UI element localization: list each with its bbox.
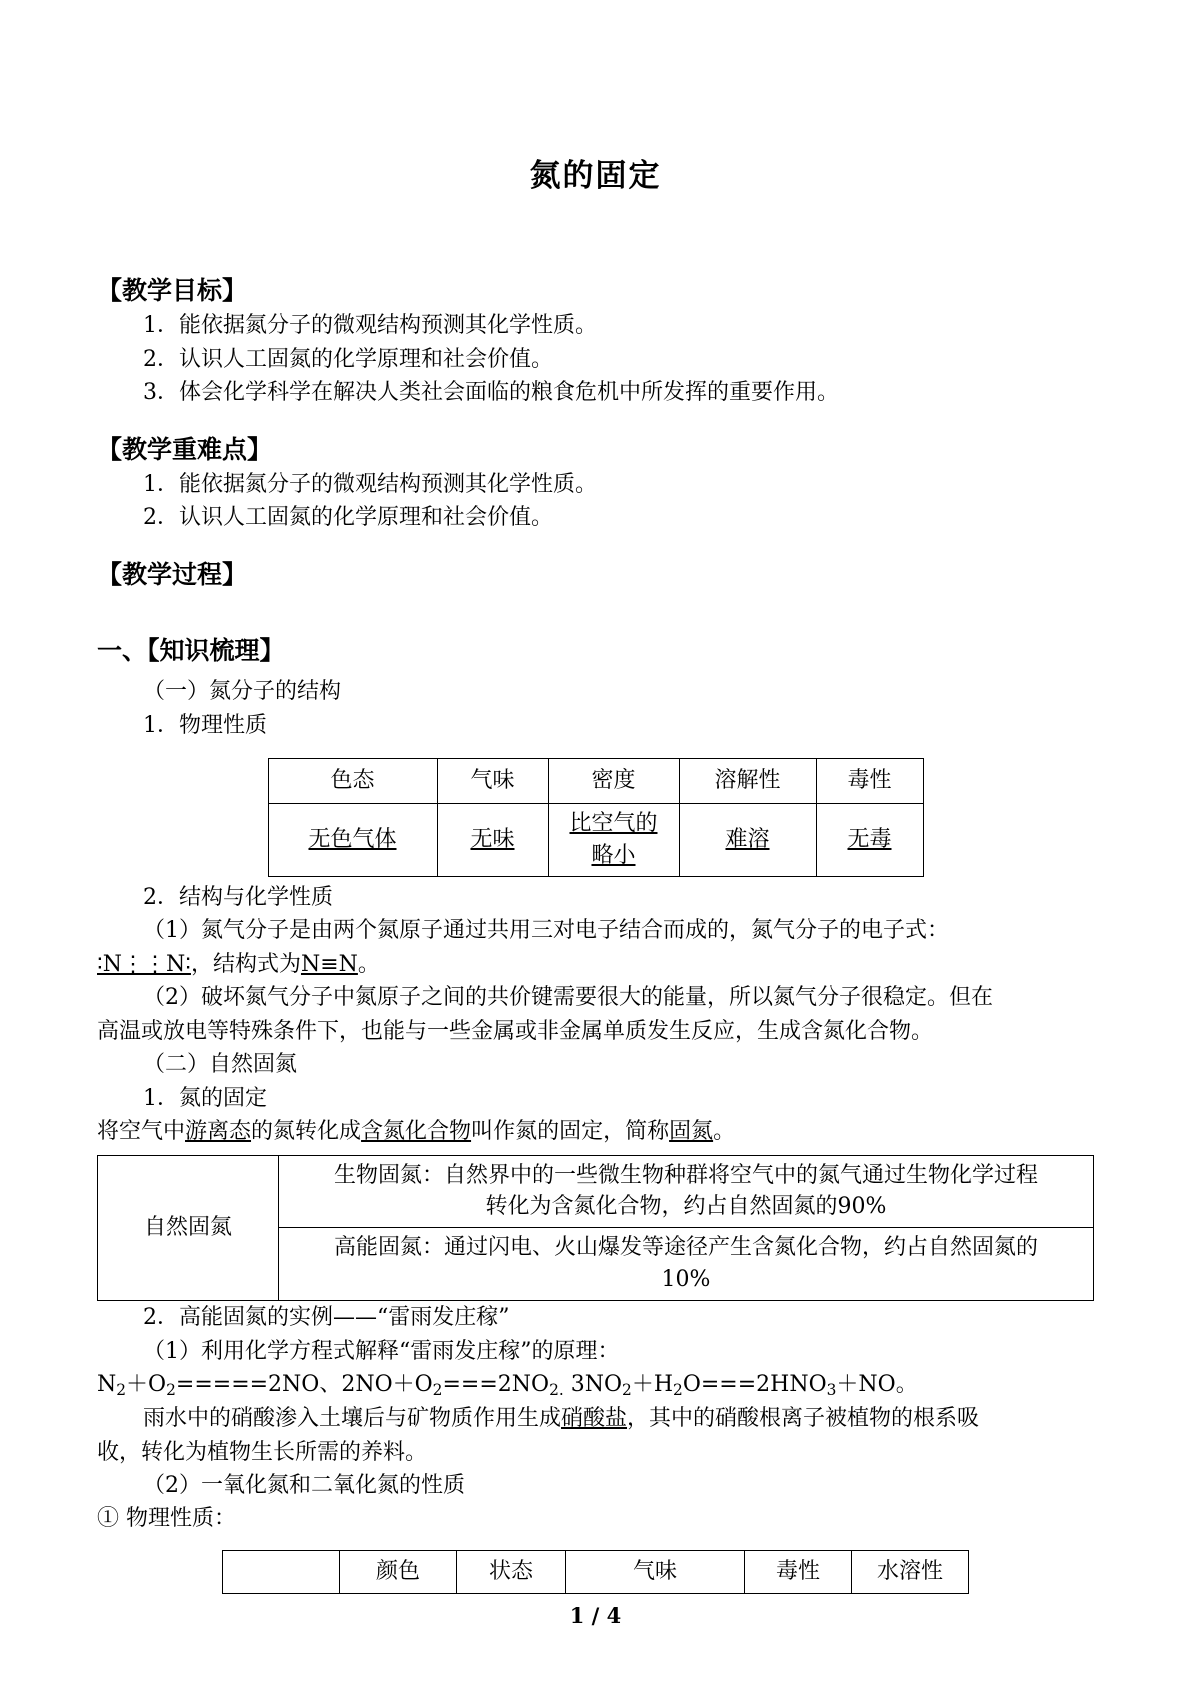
electron-formula: ∶N⋮⋮N∶	[97, 951, 191, 977]
formula-connector: ，结构式为	[190, 951, 301, 977]
header-odor: 气味	[437, 759, 548, 804]
header-blank	[223, 1550, 340, 1593]
definition-part-4: 。	[713, 1119, 736, 1145]
subsection-nitrogen-molecule-structure: （一）氮分子的结构	[143, 679, 342, 705]
item-equation-explanation: （1）利用化学方程式解释“雷雨发庄稼”的原理：	[143, 1338, 620, 1364]
item-structure-chemical-properties: 2．结构与化学性质	[143, 885, 333, 911]
nitrate-part-2: ，其中的硝酸根离子被植物的根系吸	[627, 1406, 980, 1432]
subsection-natural-fixation: （二）自然固氮	[143, 1052, 298, 1078]
paragraph-nitrate-line1	[97, 1402, 1094, 1435]
objective-item-3: 3．体会化学科学在解决人类社会面临的粮食危机中所发挥的重要作用。	[143, 380, 839, 406]
key-point-item-2: 2．认识人工固氮的化学原理和社会价值。	[143, 505, 553, 531]
formula-period: 。	[357, 951, 380, 977]
header-solubility: 溶解性	[679, 759, 816, 804]
page-title: 氮的固定	[529, 158, 662, 194]
definition-underline-2: 含氮化合物	[361, 1119, 472, 1145]
cell-solubility-value: 难溶	[725, 827, 770, 853]
objective-item-1: 1．能依据氮分子的微观结构预测其化学性质。	[143, 313, 597, 339]
item-physical-properties: 1．物理性质	[143, 712, 267, 738]
page-number: 1 / 4	[569, 1603, 622, 1628]
cell-toxicity	[816, 804, 923, 877]
cell-toxicity-value: 无毒	[847, 827, 892, 853]
paragraph-covalent-bond-line2: 高温或放电等特殊条件下，也能与一些金属或非金属单质发生反应，生成含氮化合物。	[97, 1018, 934, 1044]
definition-part-2: 的氮转化成	[251, 1119, 362, 1145]
table-header-row	[268, 759, 923, 804]
heading-knowledge-review: 一、【知识梳理】	[97, 636, 285, 666]
physical-properties-table	[268, 758, 924, 877]
item-nitrogen-fixation: 1．氮的固定	[143, 1085, 267, 1111]
cell-solubility	[679, 804, 816, 877]
paragraph-electron-formula-text: （1）氮气分子是由两个氮原子通过共用三对电子结合而成的，氮气分子的电子式：	[143, 918, 949, 944]
definition-underline-1: 游离态	[185, 1119, 252, 1145]
header-toxicity: 毒性	[745, 1550, 852, 1593]
header-toxicity: 毒性	[816, 759, 923, 804]
header-water-solubility: 水溶性	[852, 1550, 969, 1593]
high-energy-fixation-line1: 高能固氮：通过闪电、火山爆发等途径产生含氮化合物，约占自然固氮的	[333, 1235, 1038, 1261]
chemical-equations	[97, 1368, 1094, 1402]
cell-density-line1: 比空气的	[569, 811, 658, 837]
definition-nitrogen-fixation	[97, 1115, 1094, 1148]
biological-fixation-line1: 生物固氮：自然界中的一些微生物种群将空气中的氮气通过生物化学过程	[333, 1162, 1038, 1188]
paragraph-covalent-bond-line1: （2）破坏氮气分子中氮原子之间的共价键需要很大的能量，所以氮气分子很稳定。但在	[143, 985, 993, 1011]
cell-color-state	[268, 804, 437, 877]
cell-natural-fixation-label: 自然固氮	[98, 1155, 279, 1301]
header-odor: 气味	[566, 1550, 745, 1593]
physical-properties-table-wrapper	[97, 752, 1094, 877]
cell-biological-fixation	[279, 1155, 1094, 1228]
biological-fixation-line2: 转化为含氮化合物，约占自然固氮的90%	[485, 1194, 887, 1220]
cell-density	[548, 804, 679, 877]
cell-high-energy-fixation	[279, 1228, 1094, 1301]
header-density: 密度	[548, 759, 679, 804]
formula-line	[97, 948, 1094, 981]
header-color-state: 色态	[268, 759, 437, 804]
no-properties-table	[222, 1550, 969, 1594]
objective-item-2: 2．认识人工固氮的化学原理和社会价值。	[143, 346, 553, 372]
no-properties-table-wrapper	[97, 1544, 1094, 1594]
definition-part-1: 将空气中	[97, 1119, 186, 1145]
equation-text: $N_2+O_2=====2NO$、$2NO+O_2===2NO_{2.}$ $3NO_2+H_2O===2HNO_3+NO$。	[97, 1371, 918, 1400]
cell-odor-value: 无味	[470, 827, 515, 853]
paragraph-electron-formula	[97, 914, 1094, 947]
table-row	[98, 1155, 1094, 1228]
high-energy-fixation-line2: 10%	[661, 1267, 711, 1293]
cell-color-state-value: 无色气体	[308, 827, 397, 853]
cell-odor	[437, 804, 548, 877]
nitrate-part-1: 雨水中的硝酸渗入土壤后与矿物质作用生成	[143, 1406, 562, 1432]
item-high-energy-fixation-example: 2．高能固氮的实例——“雷雨发庄稼”	[143, 1305, 510, 1331]
heading-teaching-process: 【教学过程】	[97, 559, 248, 589]
table-header-row	[223, 1550, 969, 1593]
key-point-item-1: 1．能依据氮分子的微观结构预测其化学性质。	[143, 472, 597, 497]
item-physical-properties-label: ① 物理性质：	[97, 1506, 236, 1532]
definition-underline-3: 固氮	[669, 1119, 714, 1145]
structural-formula: N≡N	[300, 951, 358, 977]
header-color: 颜色	[340, 1550, 457, 1593]
header-state: 状态	[457, 1550, 566, 1593]
item-no-no2-properties: （2）一氧化氮和二氧化氮的性质	[143, 1472, 465, 1498]
definition-part-3: 叫作氮的固定，简称	[471, 1119, 670, 1145]
heading-teaching-objectives: 【教学目标】	[97, 276, 248, 306]
cell-density-line2: 略小	[591, 843, 636, 869]
paragraph-nitrate-line2: 收，转化为植物生长所需的养料。	[97, 1439, 428, 1465]
heading-key-difficult-points: 【教学重难点】	[97, 434, 273, 464]
table-row	[268, 804, 923, 877]
nitrate-underline: 硝酸盐	[561, 1406, 628, 1432]
natural-fixation-table	[97, 1155, 1094, 1302]
